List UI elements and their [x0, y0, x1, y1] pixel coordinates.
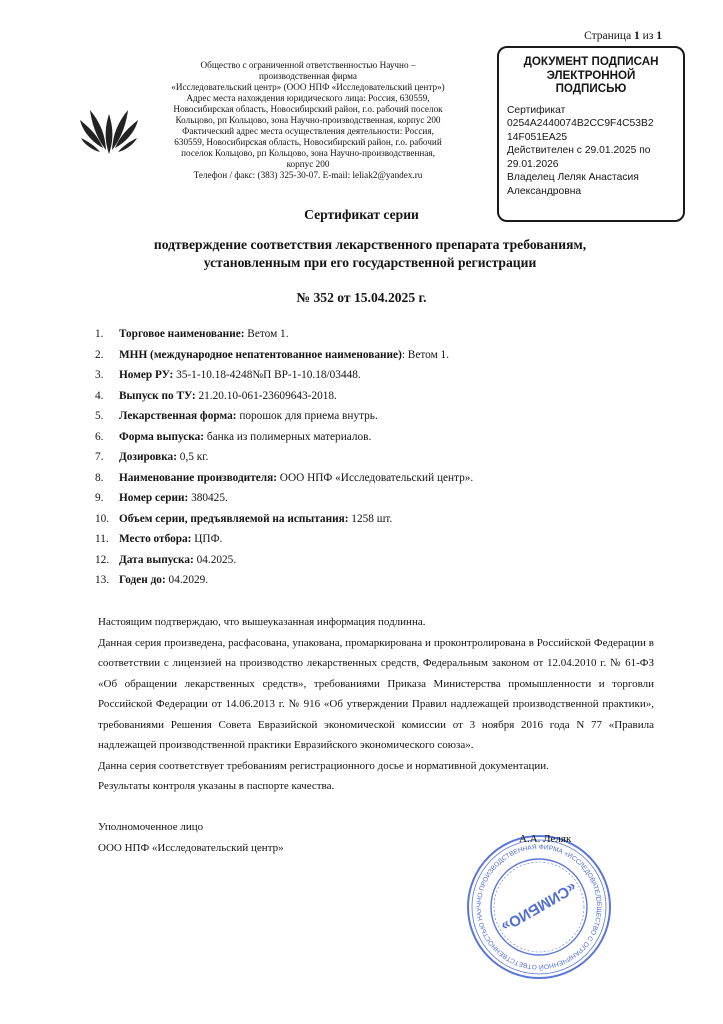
e-signature-details: Сертификат 0254A2440074B2CC9F4C53B2 14F051EA25 Действителен с 29.01.2025 по 29.01.2026 Владелец Леляк Анастасия Александровна	[507, 104, 654, 197]
company-logo-icon	[78, 104, 140, 160]
list-item: 7. Дозировка: 0,5 кг.	[95, 451, 209, 463]
list-item: 1. Торговое наименование: Ветом 1.	[95, 328, 289, 340]
list-item: 4. Выпуск по ТУ: 21.20.10-061-23609643-2018.	[95, 389, 337, 402]
list-item: 3. Номер РУ: 35-1-10.18-4248№П ВР-1-10.18/03448.	[95, 369, 361, 381]
certificate-body	[98, 612, 654, 797]
signer-organization: ООО НПФ «Исследовательский центр»	[98, 842, 284, 854]
paragraph: Настоящим подтверждаю, что вышеуказанная информация подлинна.	[98, 616, 426, 628]
list-item: 6. Форма выпуска: банка из полимерных материалов.	[95, 430, 372, 443]
document-subtitle: подтверждение соответствия лекарственного препарата требованиям, установленным при его государственной регистрации	[153, 237, 587, 270]
list-item: 8. Наименование производителя: ООО НПФ «Исследовательский центр».	[95, 471, 474, 484]
list-item: 13. Годен до: 04.2029.	[95, 574, 209, 586]
list-item: 5. Лекарственная форма: порошок для приема внутрь.	[95, 410, 378, 422]
list-item: 9. Номер серии: 380425.	[95, 492, 228, 504]
signer-role: Уполномоченное лицо	[98, 821, 204, 833]
paragraph: Данна серия соответствует требованиям регистрационного досье и нормативной документации.	[98, 759, 549, 772]
certificate-items	[95, 328, 655, 595]
e-signature-stamp	[497, 46, 685, 222]
paragraph: Результаты контроля указаны в паспорте качества.	[98, 780, 335, 792]
signer-name: А.А. Леляк	[519, 833, 572, 845]
list-item: 10. Объем серии, предъявляемой на испытания: 1258 шт.	[95, 512, 393, 525]
e-signature-title: ДОКУМЕНТ ПОДПИСАН ЭЛЕКТРОННОЙ ПОДПИСЬЮ	[523, 55, 659, 95]
organization-header: Общество с ограниченной ответственностью Научно – производственная фирма «Исследовательский центр» (ООО НПФ «Исследовательский центр») Адрес места нахождения юридического лица: Россия, 630559, Новосибирская область, Новосибирский район, г.о. рабочий поселок Кольцово, рп Кольцово, зона Научно-производственная, корпус 200 Фактический адрес места осуществления деятельности: Россия, 630559, Новосибирская область, Новосибирский район, г.о. рабочий поселок Кольцово, рп Кольцово, зона Научно-производственная, корпус 200 Телефон / факс: (383) 325-30-07. E-mail: leliak2@yandex.ru	[171, 60, 445, 180]
seal-center-text: «СИМБИО»	[498, 878, 580, 935]
paragraph: Данная серия произведена, расфасована, упакована, промаркирована и проконтролирована в Российской Федерации в соответствии с лицензией на производство лекарственных средств, Федеральным законом от 12.04.2010 г. № 61-ФЗ «Об обращении лекарственных средств», требованиями Приказа Министерства промышленности и торговли Российской Федерации от 14.06.2013 г. № 916 «Об утверждении Правил надлежащей производственной практики», требованиями Решения Совета Евразийской экономической комиссии от 3 ноября 2016 года N 77 «Правила надлежащей производственной практики Евразийского экономического союза».	[98, 636, 654, 751]
list-item: 2. МНН (международное непатентованное наименование): Ветом 1.	[95, 348, 450, 361]
certificate-number: № 352 от 15.04.2025 г.	[296, 290, 427, 305]
seal-outer-text: ОБЩЕСТВО С ОГРАНИЧЕННОЙ ОТВЕТСТВЕННОСТЬЮ НАУЧНО-ПРОИЗВОДСТВЕННАЯ ФИРМА «ИССЛЕДОВАТЕЛЬСКИЙ	[475, 843, 603, 971]
page-number: Страница 1 из 1	[584, 30, 662, 42]
list-item: 12. Дата выпуска: 04.2025.	[95, 553, 237, 566]
document-title: Сертификат серии	[304, 207, 419, 222]
company-seal-icon	[464, 832, 614, 982]
list-item: 11. Место отбора: ЦПФ.	[95, 533, 223, 545]
